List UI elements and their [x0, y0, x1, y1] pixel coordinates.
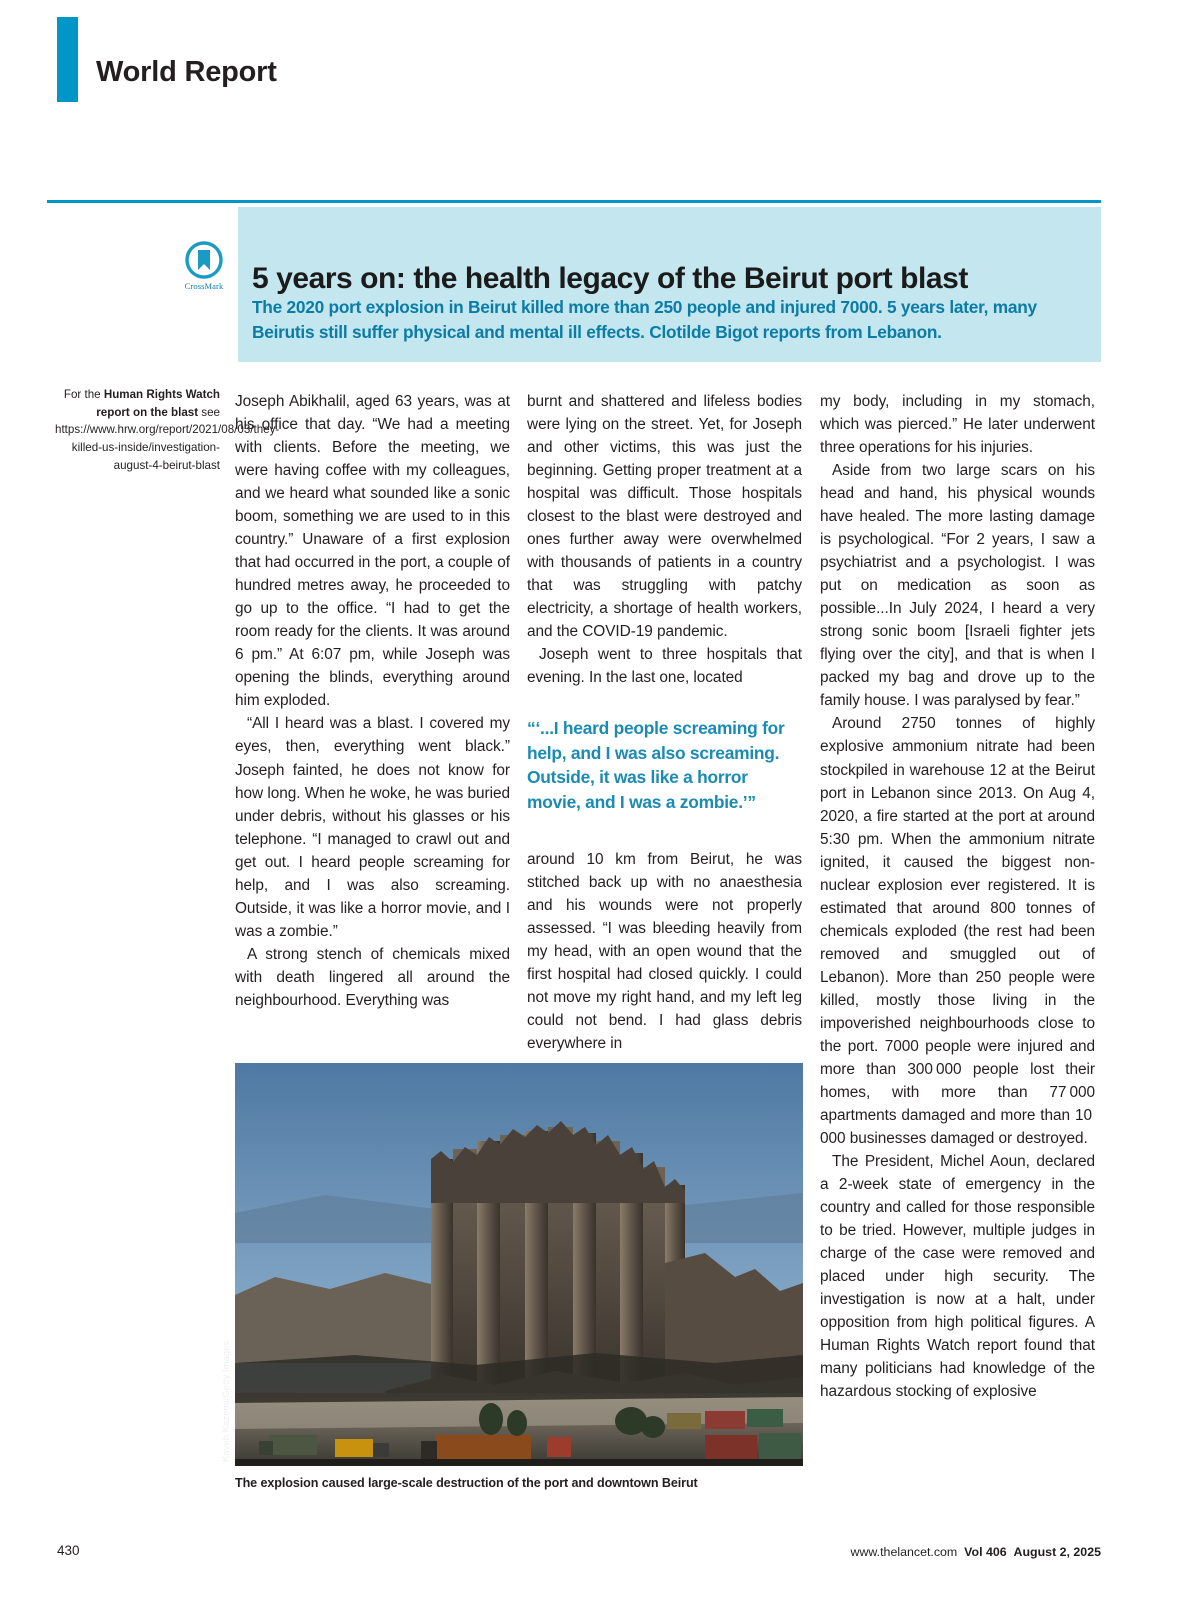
masthead-accent-bar	[57, 17, 78, 102]
paragraph: my body, including in my stomach, which was pierced.” He later underwent three operations for his injuries.	[820, 393, 1095, 457]
header-divider-rule	[47, 200, 1101, 203]
figure-caption: The explosion caused large-scale destruction of the port and downtown Beirut	[235, 1476, 698, 1490]
paragraph: Around 2750 tonnes of highly explosive ammonium nitrate had been stockpiled in warehouse 12 at the Beirut port in Lebanon since 2013. On Aug 4, 2020, a fire started at the port at around 5:30 pm. When the ammonium nitrate ignited, it caused the biggest non-nuclear explosion ever registered. It is estimated that around 800 tonnes of chemicals exploded (the rest had been removed and smuggled out of Lebanon). More than 250 people were killed, mostly those living in the impoverished neighbourhoods close to the port. 7000 people were injured and more than 300 000 people lost their homes, with more than 77 000 apartments damaged and more than 10 000 businesses damaged or destroyed.	[820, 715, 1095, 1147]
body-column-1	[235, 390, 510, 1012]
body-column-2	[527, 390, 802, 689]
footer-website[interactable]: www.thelancet.com	[850, 1545, 958, 1559]
paragraph: around 10 km from Beirut, he was stitched back up with no anaesthesia and his wounds were not properly assessed. “I was bleeding heavily from my head, with an open wound that the first hospital had closed quickly. I could not move my right hand, and my left leg could not bend. I had glass debris everywhere in	[527, 851, 802, 1053]
body-column-3	[820, 390, 1095, 1403]
footer-date: August 2, 2025	[1013, 1545, 1101, 1559]
crossmark-badge[interactable]	[176, 240, 232, 291]
paragraph: Joseph went to three hospitals that evening. In the last one, located	[527, 646, 802, 687]
pull-quote-line: movie, and I was a zombie.’”	[527, 792, 756, 813]
footer-source	[851, 1545, 1101, 1559]
margin-note-bold: Human Rights Watch report on the blast	[96, 388, 220, 419]
crossmark-icon	[176, 240, 232, 280]
page-number: 430	[57, 1543, 80, 1558]
pull-quote-line: “‘...I heard people screaming for	[527, 718, 785, 738]
pull-quote	[527, 716, 802, 815]
masthead	[0, 0, 1200, 190]
footer-volume: Vol 406	[964, 1545, 1007, 1559]
pull-quote-line: Outside, it was like a horror	[527, 767, 748, 788]
pull-quote-line: help, and I was also screaming.	[527, 742, 780, 763]
article-figure	[220, 1063, 803, 1490]
paragraph: A strong stench of chemicals mixed with death lingered all around the neighbourhood. Everything was	[235, 945, 510, 1009]
body-column-2-continued	[527, 848, 802, 1055]
margin-reference-note	[55, 386, 280, 475]
crossmark-label: CrossMark	[184, 281, 224, 291]
margin-note-url[interactable]: see https://www.hrw.org/report/2021/08/03/they-killed-us-inside/investigation-august-4-beirut-blast	[55, 405, 280, 472]
figure-photo	[220, 1063, 803, 1466]
paragraph: burnt and shattered and lifeless bodies were lying on the street. Yet, for Joseph and other victims, this was just the beginning. Getting proper treatment at a hospital was difficult. Those hospitals closest to the blast were destroyed and ones further away were overwhelmed with thousands of patients in a country that was struggling with patchy electricity, a shortage of health workers, and the COVID-19 pandemic.	[527, 393, 802, 641]
photo-credit: Kaveh Kazemi/Getty Images	[220, 1340, 231, 1462]
paragraph: Aside from two large scars on his head and hand, his physical wounds have healed. The more lasting damage is psychological. “For 2 years, I saw a psychiatrist and a psychologist. I was put on medication as soon as possible...In July 2024, I heard a very strong sonic boom [Israeli fighter jets flying over the city], and that is when I packed my bag and drove up to the family house. I was paralysed by fear.”	[820, 462, 1095, 710]
paragraph: Joseph Abikhalil, aged 63 years, was at his office that day. “We had a meeting with clients. Before the meeting, we were having coffee with my colleagues, and we heard what sounded like a sonic boom, something we are used to in this country.” Unaware of a first explosion that had occurred in the port, a couple of hundred metres away, he proceeded to go up to the office. “I had to get the room ready for the clients. It was around 6 pm.” At 6:07 pm, while Joseph was opening the blinds, everything around him exploded.	[235, 393, 510, 710]
section-title: World Report	[96, 56, 277, 88]
paragraph: The President, Michel Aoun, declared a 2-week state of emergency in the country and called for those responsible to be tried. However, multiple judges in charge of the case were removed and placed under high security. The investigation is now at a halt, under opposition from high political figures. A Human Rights Watch report found that many politicians had knowledge of the hazardous stocking of explosive	[820, 1153, 1095, 1401]
article-standfirst: The 2020 port explosion in Beirut killed more than 250 people and injured 7000. 5 years later, many Beirutis still suffer physical and mental ill effects. Clotilde Bigot reports from Lebanon.	[252, 297, 1037, 343]
paragraph: “All I heard was a blast. I covered my eyes, then, everything went black.” Joseph fainted, he does not know for how long. When he woke, he was buried under debris, without his glasses or his telephone. “I managed to crawl out and get out. I heard people screaming for help, and I was also screaming. Outside, it was like a horror movie, and I was a zombie.”	[235, 715, 510, 940]
margin-note-lead: For the	[63, 388, 104, 401]
page-title: 5 years on: the health legacy of the Beirut port blast	[252, 262, 968, 296]
